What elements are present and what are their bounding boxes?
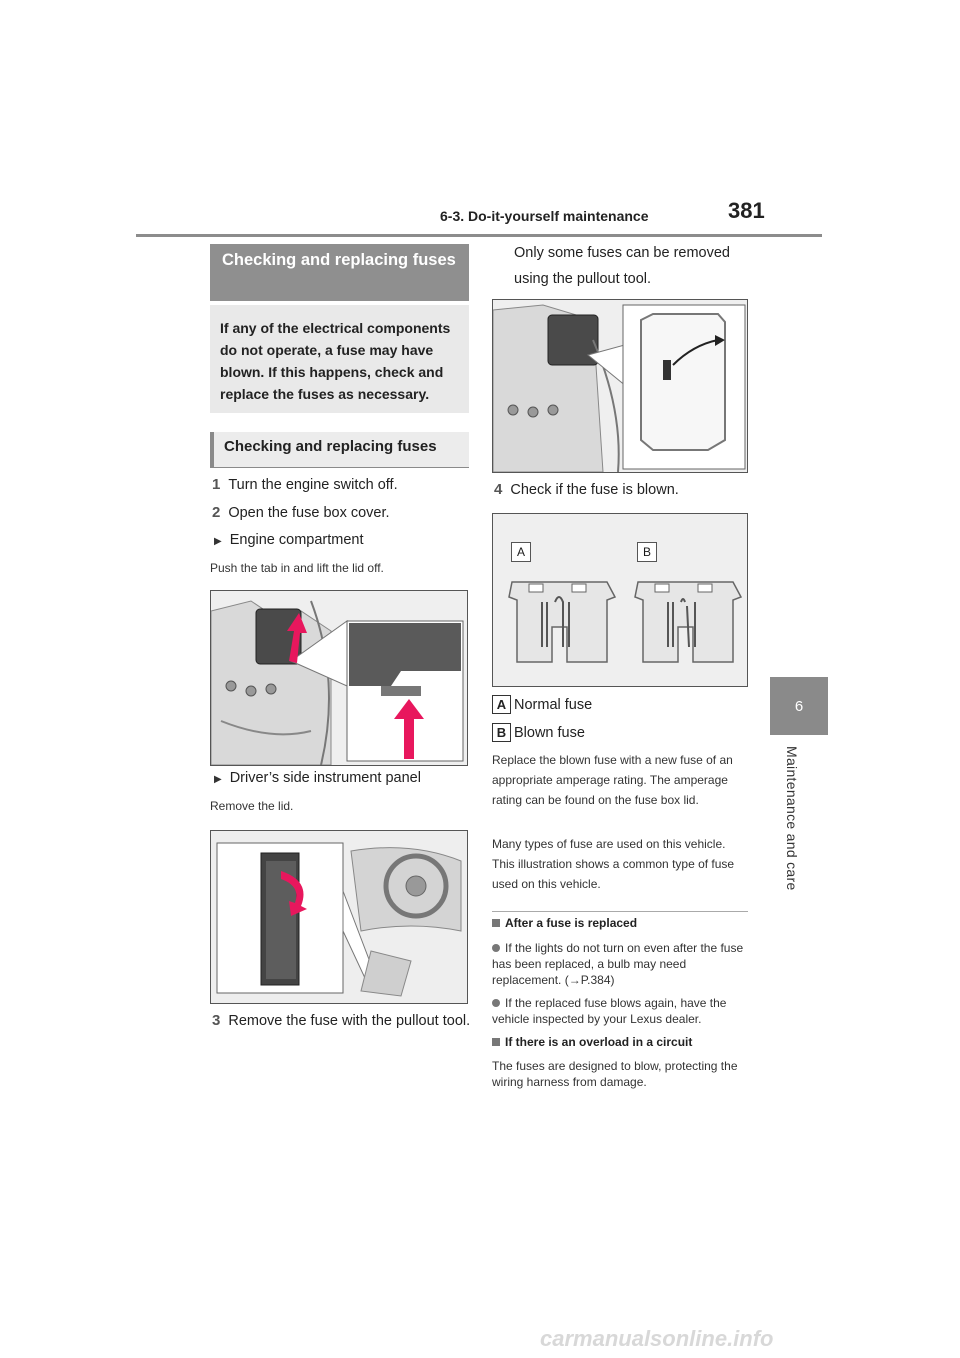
page-reference-link[interactable]: P.384) xyxy=(580,973,615,987)
step-number: 1 xyxy=(212,476,221,493)
step-text: Remove the fuse with the pullout tool. xyxy=(228,1013,471,1029)
arrow-icon: → xyxy=(568,973,581,987)
engine-instruction: Push the tab in and lift the lid off. xyxy=(210,561,384,575)
step-4 xyxy=(494,477,679,503)
engine-compartment-figure xyxy=(210,590,468,766)
engine-compartment-illustration xyxy=(211,591,467,765)
step-1 xyxy=(212,472,398,498)
step-2 xyxy=(212,500,390,526)
note-after-bullet-2 xyxy=(492,995,750,1027)
square-bullet-icon xyxy=(492,919,500,927)
badge-b: B xyxy=(492,723,511,742)
fuse-label-normal xyxy=(492,695,592,714)
instrument-panel-figure xyxy=(210,830,468,1004)
label-text: Blown fuse xyxy=(514,724,585,741)
step-text: Open the fuse box cover. xyxy=(228,505,390,521)
note-after-heading xyxy=(492,916,637,930)
note-overload-heading xyxy=(492,1035,692,1049)
circle-bullet-icon xyxy=(492,999,500,1007)
subheading: Checking and replacing fuses xyxy=(210,432,469,468)
engine-compartment-bullet xyxy=(214,532,364,548)
notes-separator xyxy=(492,911,748,912)
topic-title: Checking and replacing fuses xyxy=(210,244,469,301)
note-overload-text: The fuses are designed to blow, protecting the wiring harness from damage. xyxy=(492,1059,738,1089)
figure-label-a: A xyxy=(511,542,531,562)
page-number: 381 xyxy=(728,198,765,223)
instrument-panel-bullet xyxy=(214,770,421,786)
step-number: 4 xyxy=(494,481,503,498)
figure-label-b: B xyxy=(637,542,657,562)
step-text: Turn the engine switch off. xyxy=(228,477,398,493)
note-heading-text: If there is an overload in a circuit xyxy=(505,1035,693,1049)
pullout-tool-figure xyxy=(492,299,748,473)
triangle-bullet-icon: ▶ xyxy=(214,536,222,547)
step-3 xyxy=(212,1008,472,1034)
pullout-tool-illustration xyxy=(493,300,747,472)
triangle-bullet-icon: ▶ xyxy=(214,774,222,785)
label-text: Normal fuse xyxy=(514,696,593,713)
step-number: 2 xyxy=(212,504,221,521)
watermark: carmanualsonline.info xyxy=(540,1326,774,1351)
header-rule xyxy=(136,234,822,237)
step-text: Check if the fuse is blown. xyxy=(510,482,679,498)
pullout-note: Only some fuses can be removed using the pullout tool. xyxy=(514,245,730,287)
intro-text: If any of the electrical components do not operate, a fuse may have blown. If this happens, check and replace the fuses as necessary. xyxy=(210,305,469,413)
normal-fuse-icon xyxy=(507,572,617,667)
section-title: 6-3. Do-it-yourself maintenance xyxy=(440,208,649,224)
instrument-panel-illustration xyxy=(211,831,467,1003)
bullet-text: Driver’s side instrument panel xyxy=(229,770,421,786)
fuse-label-blown xyxy=(492,723,585,742)
step-number: 3 xyxy=(212,1012,221,1029)
chapter-label: Maintenance and care xyxy=(784,746,800,891)
circle-bullet-icon xyxy=(492,944,500,952)
badge-a: A xyxy=(492,695,511,714)
square-bullet-icon xyxy=(492,1038,500,1046)
bullet-text: Engine compartment xyxy=(229,532,364,548)
blown-fuse-icon xyxy=(633,572,743,667)
fuse-comparison-figure xyxy=(492,513,748,687)
note-text: If the lights do not turn on even after the fuse has been replaced, a bulb may need replacement. ( xyxy=(492,941,744,987)
note-text: If the replaced fuse blows again, have the vehicle inspected by your Lexus dealer. xyxy=(492,996,727,1026)
subheading-rule xyxy=(210,467,469,468)
fuse-type-note: Many types of fuse are used on this vehicle. This illustration shows a common type of fuse used on this vehicle. xyxy=(492,837,735,891)
panel-instruction: Remove the lid. xyxy=(210,799,294,813)
note-after-bullet-1 xyxy=(492,940,750,988)
replace-instruction: Replace the blown fuse with a new fuse of an appropriate amperage rating. The amperage rating can be found on the fuse box lid. xyxy=(492,753,733,807)
chapter-tab: 6 xyxy=(770,677,828,735)
note-heading-text: After a fuse is replaced xyxy=(505,916,638,930)
